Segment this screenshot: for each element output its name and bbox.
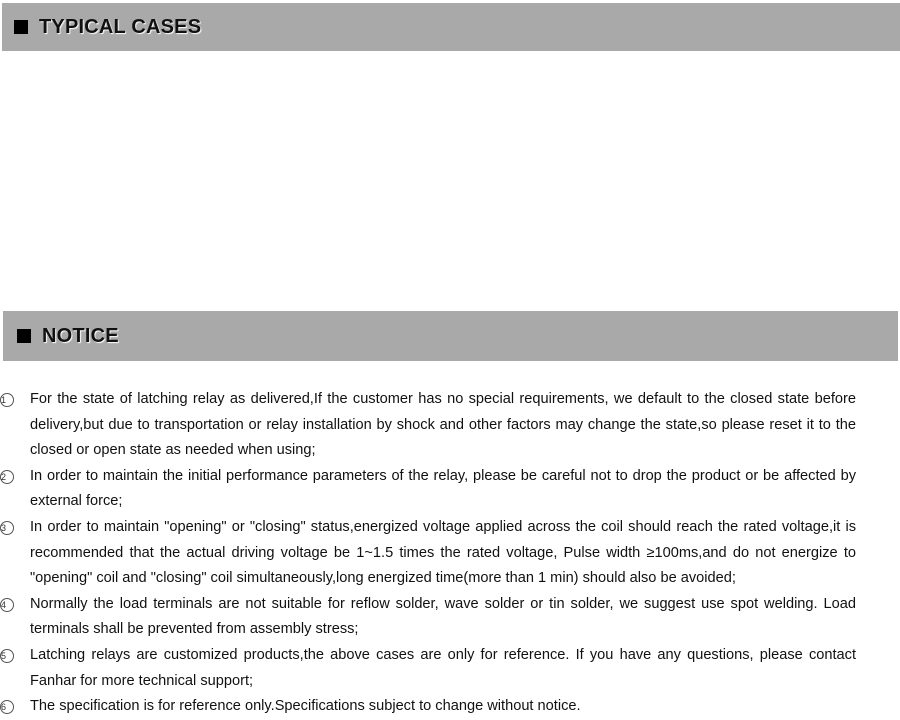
- typical-cases-header: [2, 3, 900, 51]
- notice-item: [0, 464, 856, 515]
- notice-item: [0, 643, 856, 694]
- notice-list: [0, 387, 900, 720]
- notice-text: In order to maintain the initial performance parameters of the relay, please be careful not to drop the product or be affected by external force;: [30, 467, 856, 510]
- notice-text: Latching relays are customized products,the above cases are only for reference. If you have any questions, please contact Fanhar for more technical support;: [30, 646, 856, 689]
- notice-text: The specification is for reference only.Specifications subject to change without notice.: [30, 698, 581, 715]
- notice-text: For the state of latching relay as delivered,If the customer has no special requirements, we default to the closed state before delivery,but due to transportation or relay installation by shock and other factors may change the state,so please reset it to the closed or open state as needed when using;: [30, 391, 856, 459]
- circled-number-icon: 4: [0, 598, 14, 612]
- notice-item: [0, 592, 856, 643]
- notice-item: [0, 515, 856, 592]
- square-bullet-icon: [17, 329, 31, 343]
- notice-item: [0, 694, 856, 720]
- notice-text: Normally the load terminals are not suitable for reflow solder, wave solder or tin solder, we suggest use spot welding. Load terminals shall be prevented from assembly stress;: [30, 595, 856, 638]
- typical-cases-content: [2, 51, 900, 309]
- notice-title: NOTICE: [42, 324, 119, 347]
- circled-number-icon: 2: [0, 470, 14, 484]
- circled-number-icon: 3: [0, 521, 14, 535]
- notice-item: [0, 387, 856, 464]
- circled-number-icon: 1: [0, 393, 14, 407]
- circled-number-icon: 6: [0, 700, 14, 714]
- square-bullet-icon: [14, 20, 28, 34]
- circled-number-icon: 5: [0, 649, 14, 663]
- notice-header: [3, 311, 898, 361]
- notice-text: In order to maintain "opening" or "closing" status,energized voltage applied across the coil should reach the rated voltage,it is recommended that the actual driving voltage be 1~1.5 times the rated voltage, Pulse width ≥100ms,and do not energize to "opening" coil and "closing" coil simultaneously,long energized time(more than 1 min) should also be avoided;: [30, 518, 856, 587]
- typical-cases-title: TYPICAL CASES: [39, 15, 202, 38]
